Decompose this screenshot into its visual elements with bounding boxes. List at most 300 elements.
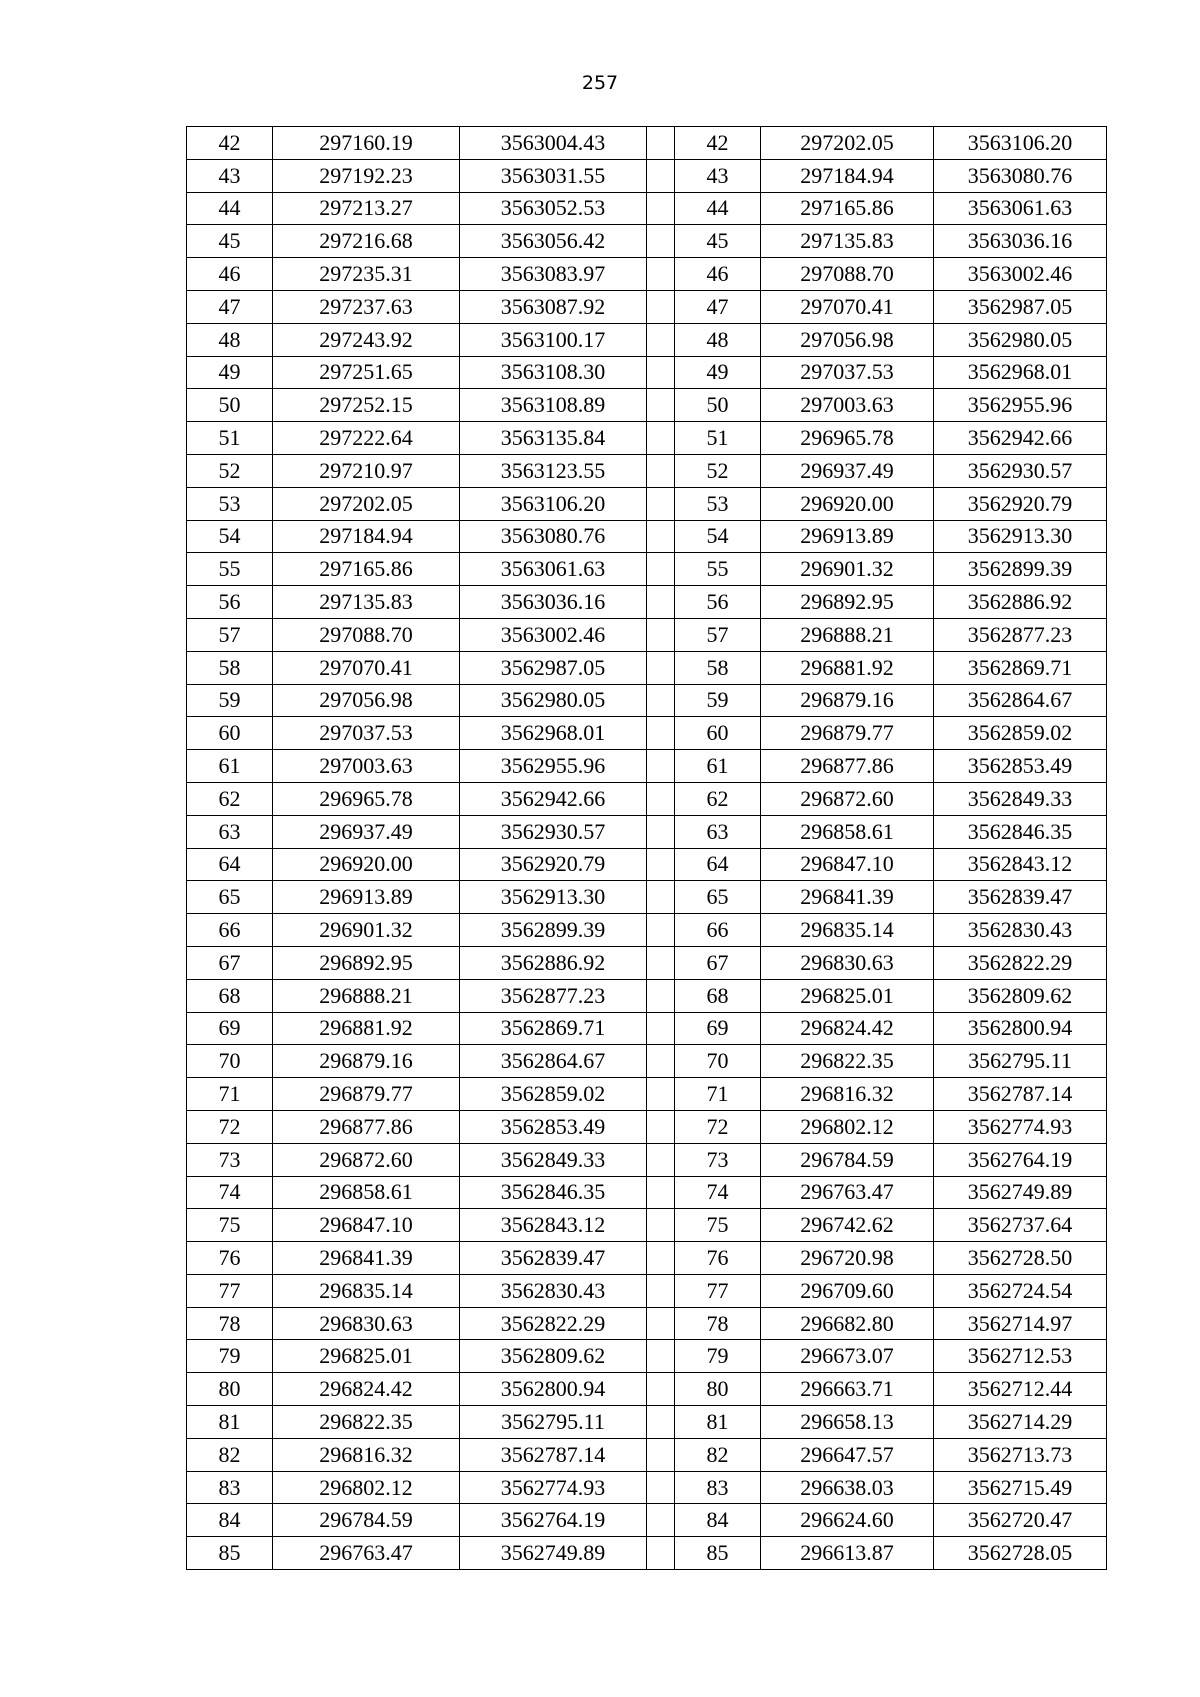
left-point-number: 80: [187, 1373, 273, 1406]
left-x-coordinate: 296920.00: [273, 848, 460, 881]
left-y-coordinate: 3562886.92: [460, 946, 647, 979]
column-spacer: [647, 1078, 675, 1111]
left-point-number: 72: [187, 1110, 273, 1143]
table-row: [187, 192, 1107, 225]
left-point-number: 59: [187, 684, 273, 717]
table-row: [187, 1438, 1107, 1471]
right-y-coordinate: 3563106.20: [934, 127, 1107, 160]
right-x-coordinate: 296647.57: [761, 1438, 934, 1471]
right-x-coordinate: 296784.59: [761, 1143, 934, 1176]
left-x-coordinate: 296937.49: [273, 815, 460, 848]
column-spacer: [647, 520, 675, 553]
left-x-coordinate: 297252.15: [273, 389, 460, 422]
right-y-coordinate: 3562955.96: [934, 389, 1107, 422]
right-point-number: 66: [675, 914, 761, 947]
right-x-coordinate: 296901.32: [761, 553, 934, 586]
right-x-coordinate: 297070.41: [761, 290, 934, 323]
left-y-coordinate: 3562859.02: [460, 1078, 647, 1111]
left-y-coordinate: 3563036.16: [460, 586, 647, 619]
right-y-coordinate: 3562714.97: [934, 1307, 1107, 1340]
right-y-coordinate: 3562913.30: [934, 520, 1107, 553]
left-point-number: 66: [187, 914, 273, 947]
left-x-coordinate: 296892.95: [273, 946, 460, 979]
right-y-coordinate: 3562920.79: [934, 487, 1107, 520]
left-y-coordinate: 3562968.01: [460, 717, 647, 750]
table-row: [187, 1406, 1107, 1439]
right-y-coordinate: 3562968.01: [934, 356, 1107, 389]
right-point-number: 56: [675, 586, 761, 619]
right-x-coordinate: 296879.77: [761, 717, 934, 750]
right-x-coordinate: 297165.86: [761, 192, 934, 225]
left-point-number: 60: [187, 717, 273, 750]
column-spacer: [647, 553, 675, 586]
right-x-coordinate: 296763.47: [761, 1176, 934, 1209]
right-y-coordinate: 3562728.05: [934, 1537, 1107, 1570]
left-point-number: 42: [187, 127, 273, 160]
table-row: [187, 290, 1107, 323]
column-spacer: [647, 782, 675, 815]
table-row: [187, 127, 1107, 160]
left-x-coordinate: 296913.89: [273, 881, 460, 914]
right-x-coordinate: 296879.16: [761, 684, 934, 717]
left-point-number: 65: [187, 881, 273, 914]
right-point-number: 52: [675, 454, 761, 487]
right-x-coordinate: 296872.60: [761, 782, 934, 815]
right-point-number: 59: [675, 684, 761, 717]
left-x-coordinate: 296784.59: [273, 1504, 460, 1537]
table-row: [187, 258, 1107, 291]
column-spacer: [647, 586, 675, 619]
table-row: [187, 553, 1107, 586]
right-point-number: 54: [675, 520, 761, 553]
left-x-coordinate: 296835.14: [273, 1274, 460, 1307]
left-point-number: 85: [187, 1537, 273, 1570]
left-point-number: 78: [187, 1307, 273, 1340]
table-row: [187, 1471, 1107, 1504]
right-x-coordinate: 296682.80: [761, 1307, 934, 1340]
left-point-number: 47: [187, 290, 273, 323]
right-y-coordinate: 3562795.11: [934, 1045, 1107, 1078]
left-y-coordinate: 3562864.67: [460, 1045, 647, 1078]
table-row: [187, 979, 1107, 1012]
right-x-coordinate: 296830.63: [761, 946, 934, 979]
left-y-coordinate: 3563004.43: [460, 127, 647, 160]
left-point-number: 61: [187, 750, 273, 783]
table-row: [187, 356, 1107, 389]
table-row: [187, 1373, 1107, 1406]
right-point-number: 61: [675, 750, 761, 783]
column-spacer: [647, 881, 675, 914]
column-spacer: [647, 225, 675, 258]
table-row: [187, 1012, 1107, 1045]
right-x-coordinate: 296888.21: [761, 618, 934, 651]
left-y-coordinate: 3562913.30: [460, 881, 647, 914]
right-x-coordinate: 297003.63: [761, 389, 934, 422]
column-spacer: [647, 159, 675, 192]
page-number: 257: [581, 72, 619, 94]
right-point-number: 47: [675, 290, 761, 323]
coordinate-table-body: [187, 127, 1107, 1570]
column-spacer: [647, 487, 675, 520]
right-point-number: 79: [675, 1340, 761, 1373]
right-x-coordinate: 296877.86: [761, 750, 934, 783]
left-point-number: 70: [187, 1045, 273, 1078]
left-point-number: 49: [187, 356, 273, 389]
right-x-coordinate: 296638.03: [761, 1471, 934, 1504]
left-x-coordinate: 296881.92: [273, 1012, 460, 1045]
left-x-coordinate: 296822.35: [273, 1406, 460, 1439]
column-spacer: [647, 848, 675, 881]
left-point-number: 82: [187, 1438, 273, 1471]
column-spacer: [647, 815, 675, 848]
left-y-coordinate: 3563056.42: [460, 225, 647, 258]
left-x-coordinate: 297243.92: [273, 323, 460, 356]
right-point-number: 85: [675, 1537, 761, 1570]
right-y-coordinate: 3562764.19: [934, 1143, 1107, 1176]
right-x-coordinate: 296624.60: [761, 1504, 934, 1537]
left-y-coordinate: 3562869.71: [460, 1012, 647, 1045]
left-point-number: 81: [187, 1406, 273, 1439]
left-y-coordinate: 3563052.53: [460, 192, 647, 225]
left-y-coordinate: 3562795.11: [460, 1406, 647, 1439]
left-x-coordinate: 297165.86: [273, 553, 460, 586]
left-point-number: 69: [187, 1012, 273, 1045]
right-x-coordinate: 296673.07: [761, 1340, 934, 1373]
left-x-coordinate: 297070.41: [273, 651, 460, 684]
left-y-coordinate: 3562809.62: [460, 1340, 647, 1373]
left-point-number: 57: [187, 618, 273, 651]
table-row: [187, 782, 1107, 815]
right-y-coordinate: 3562749.89: [934, 1176, 1107, 1209]
left-x-coordinate: 296825.01: [273, 1340, 460, 1373]
right-y-coordinate: 3562809.62: [934, 979, 1107, 1012]
left-x-coordinate: 296824.42: [273, 1373, 460, 1406]
left-point-number: 76: [187, 1242, 273, 1275]
column-spacer: [647, 127, 675, 160]
left-y-coordinate: 3562980.05: [460, 684, 647, 717]
column-spacer: [647, 323, 675, 356]
right-y-coordinate: 3562877.23: [934, 618, 1107, 651]
right-point-number: 48: [675, 323, 761, 356]
table-row: [187, 750, 1107, 783]
right-x-coordinate: 297135.83: [761, 225, 934, 258]
right-point-number: 65: [675, 881, 761, 914]
right-y-coordinate: 3562849.33: [934, 782, 1107, 815]
right-x-coordinate: 296742.62: [761, 1209, 934, 1242]
table-row: [187, 1078, 1107, 1111]
column-spacer: [647, 1537, 675, 1570]
right-x-coordinate: 296965.78: [761, 422, 934, 455]
right-point-number: 63: [675, 815, 761, 848]
left-point-number: 62: [187, 782, 273, 815]
left-point-number: 84: [187, 1504, 273, 1537]
column-spacer: [647, 1340, 675, 1373]
right-point-number: 73: [675, 1143, 761, 1176]
column-spacer: [647, 684, 675, 717]
left-y-coordinate: 3562877.23: [460, 979, 647, 1012]
right-x-coordinate: 296613.87: [761, 1537, 934, 1570]
column-spacer: [647, 651, 675, 684]
column-spacer: [647, 192, 675, 225]
right-point-number: 50: [675, 389, 761, 422]
right-y-coordinate: 3562886.92: [934, 586, 1107, 619]
right-point-number: 42: [675, 127, 761, 160]
left-y-coordinate: 3562843.12: [460, 1209, 647, 1242]
left-x-coordinate: 296841.39: [273, 1242, 460, 1275]
left-point-number: 67: [187, 946, 273, 979]
left-y-coordinate: 3562987.05: [460, 651, 647, 684]
column-spacer: [647, 1176, 675, 1209]
table-row: [187, 1176, 1107, 1209]
right-point-number: 69: [675, 1012, 761, 1045]
table-row: [187, 1209, 1107, 1242]
right-point-number: 53: [675, 487, 761, 520]
left-point-number: 46: [187, 258, 273, 291]
left-y-coordinate: 3563108.89: [460, 389, 647, 422]
left-y-coordinate: 3563087.92: [460, 290, 647, 323]
left-point-number: 71: [187, 1078, 273, 1111]
left-y-coordinate: 3563123.55: [460, 454, 647, 487]
right-x-coordinate: 296920.00: [761, 487, 934, 520]
right-y-coordinate: 3562720.47: [934, 1504, 1107, 1537]
left-y-coordinate: 3562920.79: [460, 848, 647, 881]
right-y-coordinate: 3562737.64: [934, 1209, 1107, 1242]
left-y-coordinate: 3562955.96: [460, 750, 647, 783]
table-row: [187, 1242, 1107, 1275]
right-x-coordinate: 296858.61: [761, 815, 934, 848]
table-row: [187, 454, 1107, 487]
right-y-coordinate: 3562899.39: [934, 553, 1107, 586]
table-row: [187, 684, 1107, 717]
right-y-coordinate: 3563080.76: [934, 159, 1107, 192]
left-x-coordinate: 296879.16: [273, 1045, 460, 1078]
column-spacer: [647, 1110, 675, 1143]
left-y-coordinate: 3562749.89: [460, 1537, 647, 1570]
left-point-number: 51: [187, 422, 273, 455]
left-point-number: 75: [187, 1209, 273, 1242]
left-point-number: 56: [187, 586, 273, 619]
left-x-coordinate: 297251.65: [273, 356, 460, 389]
left-y-coordinate: 3563106.20: [460, 487, 647, 520]
table-row: [187, 422, 1107, 455]
column-spacer: [647, 1373, 675, 1406]
table-row: [187, 1274, 1107, 1307]
column-spacer: [647, 290, 675, 323]
right-y-coordinate: 3562930.57: [934, 454, 1107, 487]
right-y-coordinate: 3562839.47: [934, 881, 1107, 914]
left-x-coordinate: 297088.70: [273, 618, 460, 651]
column-spacer: [647, 1504, 675, 1537]
left-point-number: 74: [187, 1176, 273, 1209]
left-x-coordinate: 297160.19: [273, 127, 460, 160]
right-x-coordinate: 296663.71: [761, 1373, 934, 1406]
column-spacer: [647, 979, 675, 1012]
right-point-number: 67: [675, 946, 761, 979]
right-point-number: 83: [675, 1471, 761, 1504]
right-point-number: 64: [675, 848, 761, 881]
right-point-number: 76: [675, 1242, 761, 1275]
left-point-number: 50: [187, 389, 273, 422]
coordinate-table: [186, 126, 1107, 1570]
right-y-coordinate: 3563002.46: [934, 258, 1107, 291]
left-y-coordinate: 3563080.76: [460, 520, 647, 553]
right-y-coordinate: 3563036.16: [934, 225, 1107, 258]
right-point-number: 80: [675, 1373, 761, 1406]
left-x-coordinate: 297037.53: [273, 717, 460, 750]
table-row: [187, 881, 1107, 914]
left-x-coordinate: 296872.60: [273, 1143, 460, 1176]
left-x-coordinate: 296901.32: [273, 914, 460, 947]
right-point-number: 72: [675, 1110, 761, 1143]
table-row: [187, 586, 1107, 619]
left-y-coordinate: 3562853.49: [460, 1110, 647, 1143]
left-y-coordinate: 3563031.55: [460, 159, 647, 192]
left-point-number: 79: [187, 1340, 273, 1373]
right-point-number: 71: [675, 1078, 761, 1111]
table-row: [187, 389, 1107, 422]
right-point-number: 74: [675, 1176, 761, 1209]
right-x-coordinate: 296822.35: [761, 1045, 934, 1078]
right-x-coordinate: 296802.12: [761, 1110, 934, 1143]
left-y-coordinate: 3562839.47: [460, 1242, 647, 1275]
column-spacer: [647, 1274, 675, 1307]
table-row: [187, 914, 1107, 947]
right-point-number: 55: [675, 553, 761, 586]
table-row: [187, 618, 1107, 651]
right-y-coordinate: 3562869.71: [934, 651, 1107, 684]
left-point-number: 58: [187, 651, 273, 684]
left-y-coordinate: 3562764.19: [460, 1504, 647, 1537]
left-point-number: 54: [187, 520, 273, 553]
table-row: [187, 323, 1107, 356]
right-point-number: 58: [675, 651, 761, 684]
left-y-coordinate: 3562849.33: [460, 1143, 647, 1176]
left-x-coordinate: 297184.94: [273, 520, 460, 553]
right-x-coordinate: 296720.98: [761, 1242, 934, 1275]
right-point-number: 78: [675, 1307, 761, 1340]
left-x-coordinate: 296816.32: [273, 1438, 460, 1471]
left-x-coordinate: 297222.64: [273, 422, 460, 455]
column-spacer: [647, 1471, 675, 1504]
right-y-coordinate: 3562822.29: [934, 946, 1107, 979]
right-y-coordinate: 3562800.94: [934, 1012, 1107, 1045]
right-y-coordinate: 3562774.93: [934, 1110, 1107, 1143]
right-x-coordinate: 296913.89: [761, 520, 934, 553]
left-x-coordinate: 297210.97: [273, 454, 460, 487]
table-row: [187, 815, 1107, 848]
left-point-number: 68: [187, 979, 273, 1012]
left-point-number: 77: [187, 1274, 273, 1307]
right-point-number: 60: [675, 717, 761, 750]
left-x-coordinate: 297237.63: [273, 290, 460, 323]
left-point-number: 52: [187, 454, 273, 487]
right-y-coordinate: 3562942.66: [934, 422, 1107, 455]
right-point-number: 81: [675, 1406, 761, 1439]
column-spacer: [647, 750, 675, 783]
right-point-number: 46: [675, 258, 761, 291]
left-point-number: 53: [187, 487, 273, 520]
right-point-number: 49: [675, 356, 761, 389]
right-x-coordinate: 296847.10: [761, 848, 934, 881]
left-point-number: 63: [187, 815, 273, 848]
right-point-number: 70: [675, 1045, 761, 1078]
table-row: [187, 1110, 1107, 1143]
left-y-coordinate: 3563108.30: [460, 356, 647, 389]
right-x-coordinate: 297037.53: [761, 356, 934, 389]
left-point-number: 43: [187, 159, 273, 192]
table-row: [187, 487, 1107, 520]
right-y-coordinate: 3562830.43: [934, 914, 1107, 947]
column-spacer: [647, 717, 675, 750]
right-x-coordinate: 297202.05: [761, 127, 934, 160]
column-spacer: [647, 1242, 675, 1275]
left-x-coordinate: 297235.31: [273, 258, 460, 291]
left-y-coordinate: 3562899.39: [460, 914, 647, 947]
right-x-coordinate: 296816.32: [761, 1078, 934, 1111]
column-spacer: [647, 454, 675, 487]
right-x-coordinate: 297088.70: [761, 258, 934, 291]
left-x-coordinate: 296847.10: [273, 1209, 460, 1242]
right-y-coordinate: 3562713.73: [934, 1438, 1107, 1471]
left-point-number: 45: [187, 225, 273, 258]
right-point-number: 77: [675, 1274, 761, 1307]
column-spacer: [647, 946, 675, 979]
right-y-coordinate: 3562859.02: [934, 717, 1107, 750]
column-spacer: [647, 1012, 675, 1045]
table-row: [187, 1307, 1107, 1340]
right-x-coordinate: 296835.14: [761, 914, 934, 947]
table-row: [187, 520, 1107, 553]
left-point-number: 64: [187, 848, 273, 881]
left-x-coordinate: 296830.63: [273, 1307, 460, 1340]
left-x-coordinate: 296858.61: [273, 1176, 460, 1209]
left-y-coordinate: 3562787.14: [460, 1438, 647, 1471]
right-y-coordinate: 3562846.35: [934, 815, 1107, 848]
table-row: [187, 848, 1107, 881]
left-y-coordinate: 3562774.93: [460, 1471, 647, 1504]
table-row: [187, 1143, 1107, 1176]
left-point-number: 83: [187, 1471, 273, 1504]
table-row: [187, 946, 1107, 979]
right-x-coordinate: 296841.39: [761, 881, 934, 914]
right-y-coordinate: 3562728.50: [934, 1242, 1107, 1275]
right-x-coordinate: 296825.01: [761, 979, 934, 1012]
right-x-coordinate: 296892.95: [761, 586, 934, 619]
left-x-coordinate: 297202.05: [273, 487, 460, 520]
left-y-coordinate: 3562930.57: [460, 815, 647, 848]
right-x-coordinate: 296881.92: [761, 651, 934, 684]
column-spacer: [647, 1406, 675, 1439]
right-point-number: 82: [675, 1438, 761, 1471]
table-row: [187, 1045, 1107, 1078]
column-spacer: [647, 356, 675, 389]
table-row: [187, 159, 1107, 192]
table-row: [187, 1504, 1107, 1537]
table-row: [187, 225, 1107, 258]
left-y-coordinate: 3563061.63: [460, 553, 647, 586]
right-x-coordinate: 296937.49: [761, 454, 934, 487]
right-point-number: 68: [675, 979, 761, 1012]
left-x-coordinate: 296965.78: [273, 782, 460, 815]
left-y-coordinate: 3563083.97: [460, 258, 647, 291]
left-x-coordinate: 297213.27: [273, 192, 460, 225]
column-spacer: [647, 1438, 675, 1471]
left-point-number: 73: [187, 1143, 273, 1176]
right-x-coordinate: 297184.94: [761, 159, 934, 192]
right-y-coordinate: 3562843.12: [934, 848, 1107, 881]
table-row: [187, 1340, 1107, 1373]
left-x-coordinate: 297056.98: [273, 684, 460, 717]
